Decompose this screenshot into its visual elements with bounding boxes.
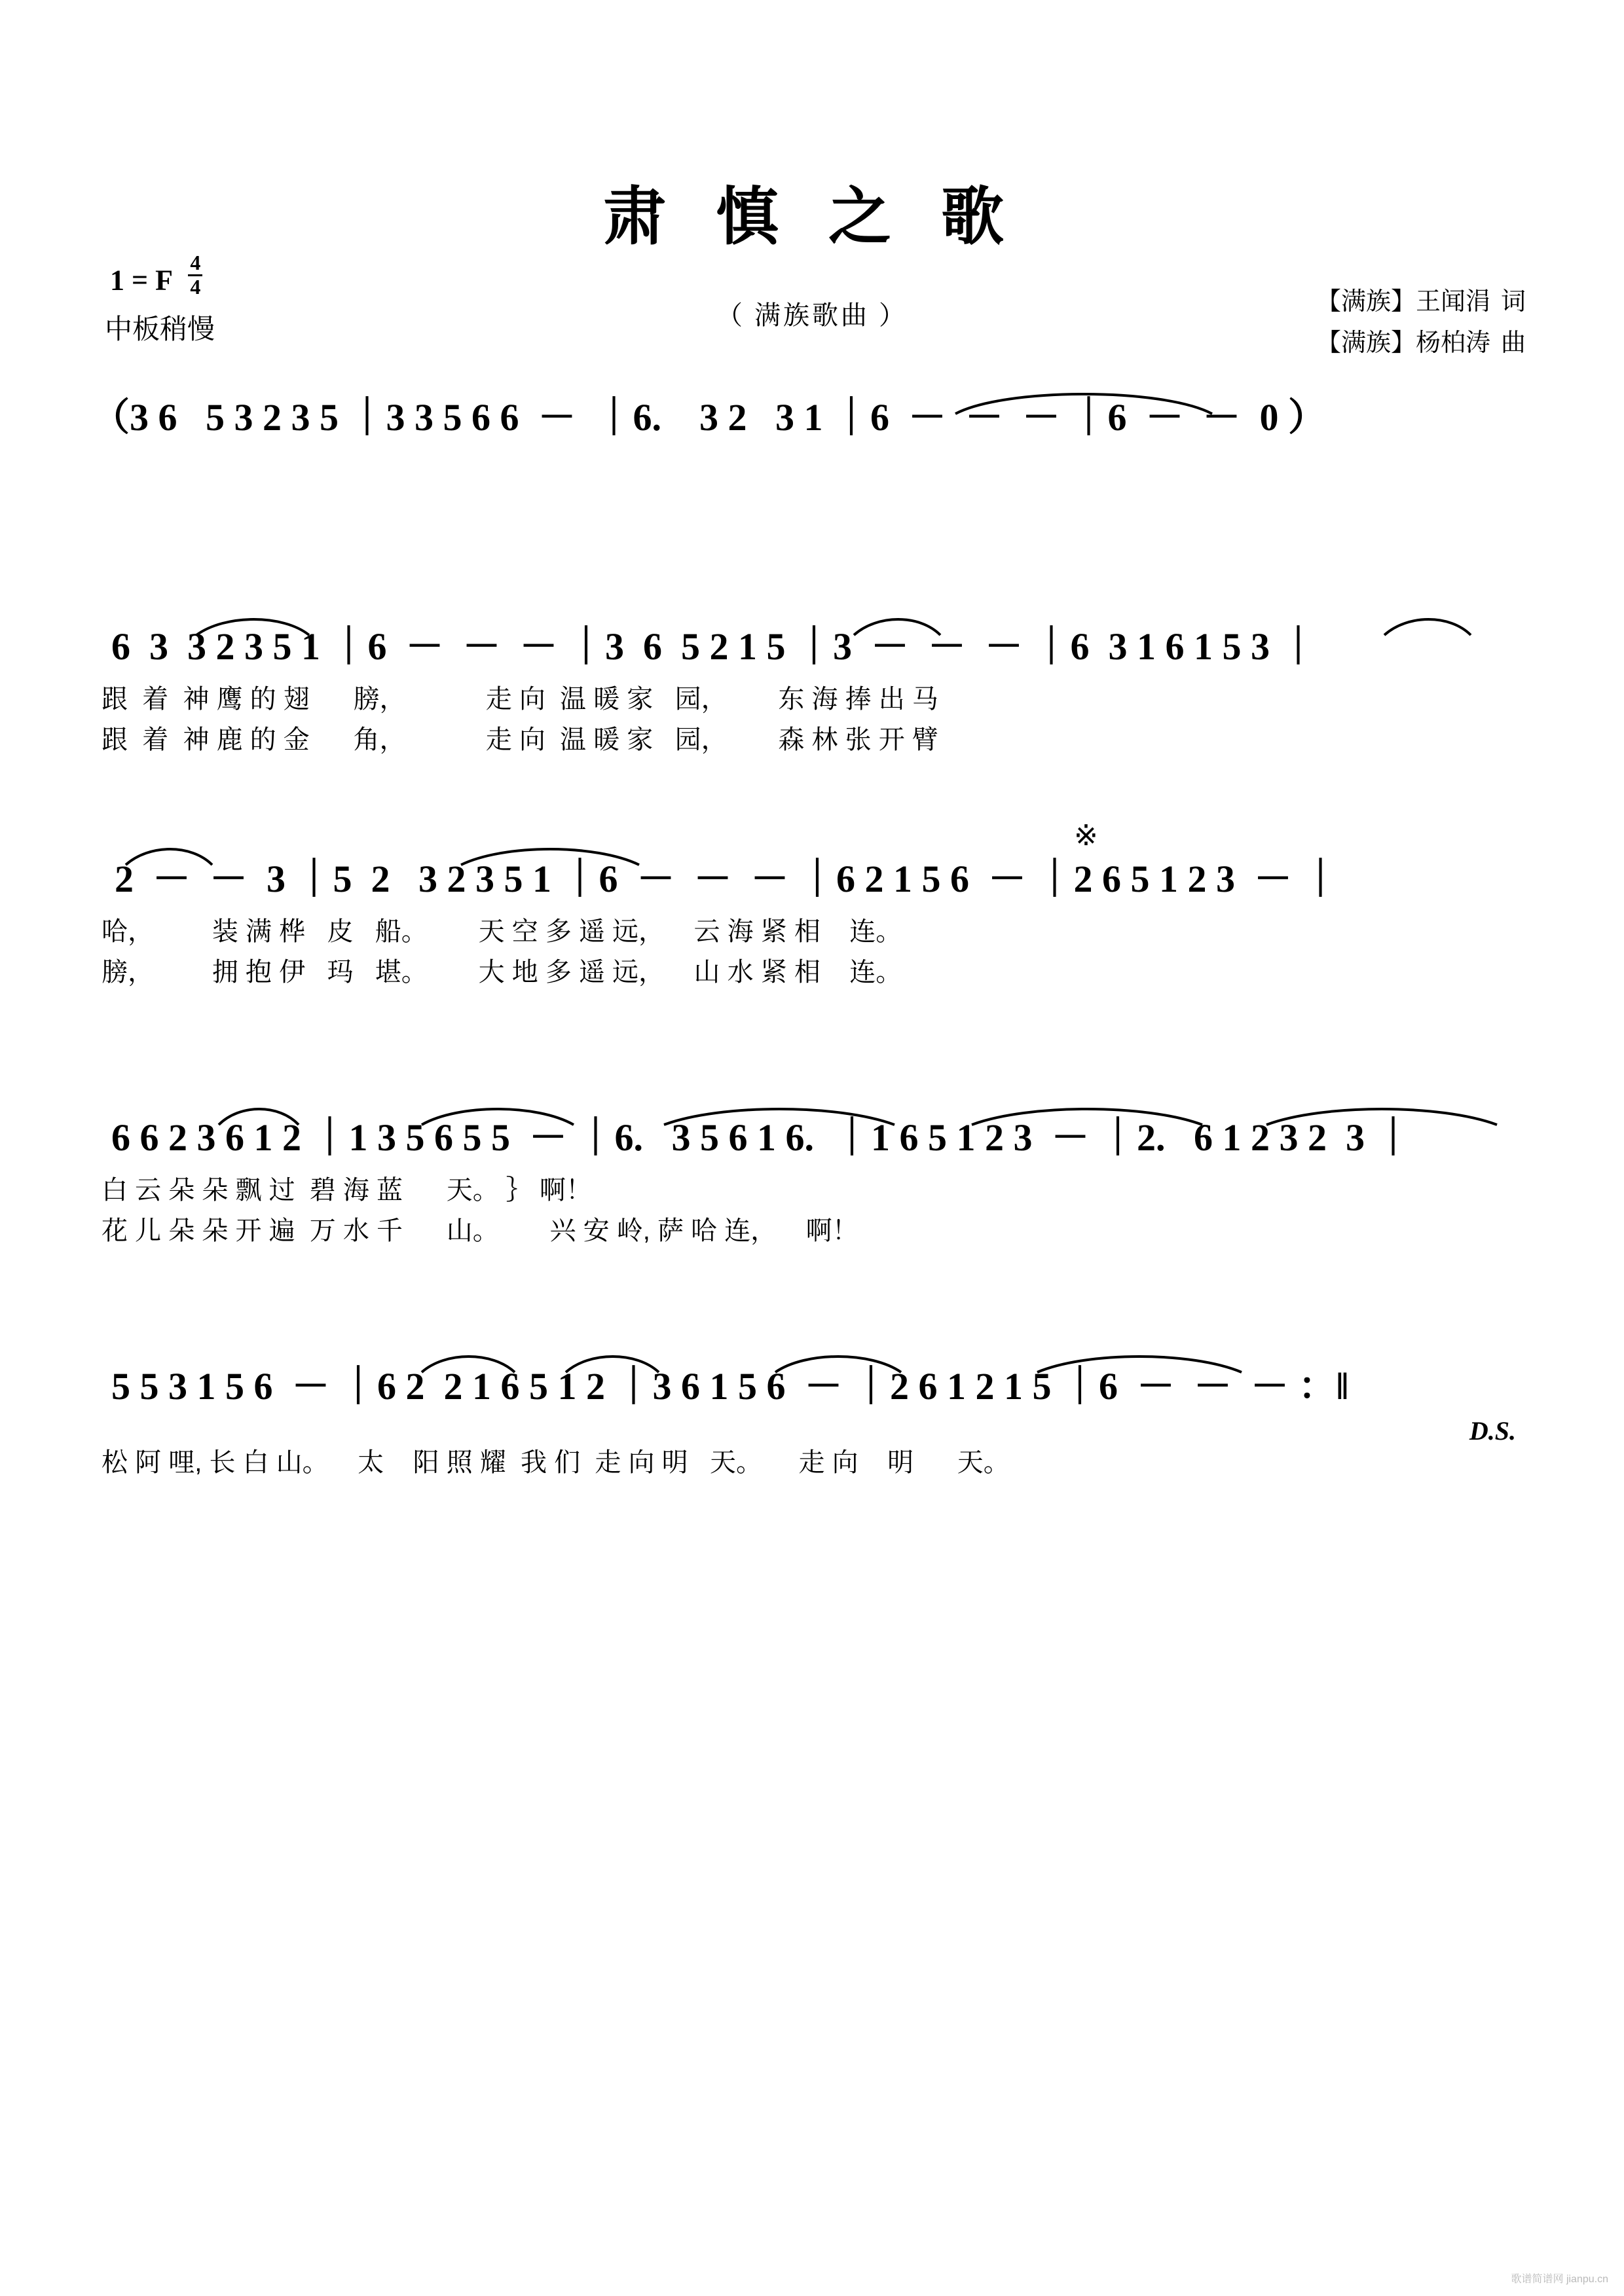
lyric-line: 跟 着 神 鹰 的 翅 膀， 走 向 温 暖 家 园， 东 海 捧 出 马 bbox=[101, 685, 938, 714]
music-system-3 bbox=[0, 820, 1624, 992]
music-system-2 bbox=[0, 615, 1624, 759]
note-row: 6 6 2 3 6 1 2 ｜1 3 5 6 5 5 － ｜6. 3 5 6 1 6. ｜1 6 5 1 2 3 － ｜2. 6 1 2 3 2 3 ｜ bbox=[111, 1116, 1412, 1159]
ds-mark: D.S. bbox=[1469, 1416, 1516, 1446]
tie-arc bbox=[953, 386, 1215, 420]
tie-arc-svg bbox=[953, 386, 1215, 416]
lyric-line: 白 云 朵 朵 飘 过 碧 海 蓝 天。 ｝ 啊！ bbox=[101, 1176, 592, 1205]
music-system-4 bbox=[0, 1106, 1624, 1250]
segno-icon: ※ bbox=[1074, 820, 1098, 852]
composer-name: 【满族】杨柏涛 bbox=[1316, 329, 1490, 357]
lyricist-name: 【满族】王闻涓 bbox=[1316, 288, 1490, 316]
time-signature bbox=[188, 252, 202, 298]
time-signature-denominator: 4 bbox=[190, 274, 201, 299]
lyric-line: 跟 着 神 鹿 的 金 角， 走 向 温 暖 家 园， 森 林 张 开 臂 bbox=[101, 725, 938, 754]
note-row: 6 3 3 2 3 5 1 ｜6 － － － ｜3 6 5 2 1 5 ｜3 － － － ｜6 3 1 6 1 5 3 ｜ bbox=[111, 625, 1318, 668]
lyricist-line bbox=[1316, 282, 1526, 323]
key-signature bbox=[110, 252, 202, 298]
note-row: 2 － － 3 ｜5 2 3 2 3 5 1 ｜6 － － － ｜6 2 1 5 6 － ｜2 6 5 1 2 3 － ｜ bbox=[115, 858, 1340, 900]
composer-role: 曲 bbox=[1500, 329, 1526, 357]
lyric-line: 膀， 拥 抱 伊 玛 堪。 大 地 多 遥 远， 山 水 紧 相 连。 bbox=[101, 958, 902, 987]
note-row: （3 6 5 3 2 3 5 ｜3 3 5 6 6 － ｜6. 3 2 3 1 ｜6 － － － ｜6 － － 0 ） bbox=[92, 396, 1327, 439]
music-system-5 bbox=[0, 1355, 1624, 1482]
page-title: 肃 慎 之 歌 bbox=[603, 182, 1021, 252]
lyric-line: 哈， 装 满 桦 皮 船。 天 空 多 遥 远， 云 海 紧 相 连。 bbox=[101, 917, 902, 946]
note-row: 5 5 3 1 5 6 － ｜6 2 2 1 6 5 1 2 ｜3 6 1 5 6 － ｜2 6 1 2 1 5 ｜6 － － － ：‖ bbox=[111, 1365, 1349, 1408]
credits bbox=[1316, 282, 1526, 363]
composer-line bbox=[1316, 323, 1526, 364]
lyricist-role: 词 bbox=[1500, 288, 1526, 316]
music-system-1 bbox=[0, 386, 1624, 449]
subtitle: （ 满族歌曲 ） bbox=[716, 301, 908, 330]
key-signature-text: 1 = F bbox=[110, 264, 172, 297]
time-signature-numerator: 4 bbox=[188, 252, 202, 276]
lyric-line: 花 儿 朵 朵 开 遍 万 水 千 山。 兴 安 岭, 萨 哈 连， 啊！ bbox=[101, 1216, 858, 1245]
tempo-marking: 中板稍慢 bbox=[105, 314, 215, 344]
watermark: 歌谱简谱网 jianpu.cn bbox=[1511, 2274, 1608, 2285]
lyric-line: 松 阿 哩, 长 白 山。 太 阳 照 耀 我 们 走 向 明 天。 走 向 明 天。 bbox=[101, 1448, 1010, 1477]
